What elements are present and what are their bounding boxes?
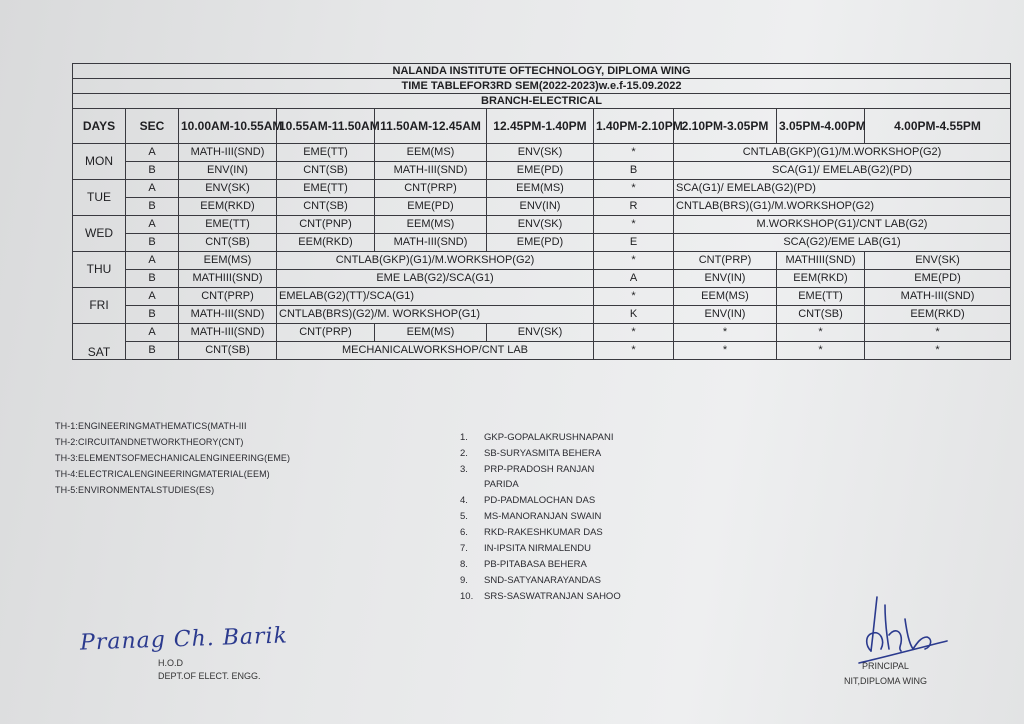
table-cell: EEM(MS) [375,144,487,162]
table-row [73,144,1011,162]
table-cell: EME LAB(G2)/SCA(G1) [277,270,594,288]
table-cell: CNT(PRP) [179,288,277,306]
table-row [73,162,1011,180]
table-cell: EEM(RKD) [777,270,865,288]
timetable [72,63,1011,360]
table-cell: ENV(IN) [487,198,594,216]
table-cell: EMELAB(G2)(TT)/SCA(G1) [277,288,594,306]
table-cell: ENV(SK) [179,180,277,198]
list-item: 5. MS-MANORANJAN SWAIN [460,511,602,522]
principal-inst: NIT,DIPLOMA WING [844,676,928,686]
sec-cell: A [126,324,179,342]
sec-cell: A [126,216,179,234]
day-cell: SAT [73,324,126,360]
list-item: 8. PB-PITABASA BEHERA [460,559,587,570]
table-cell: EME(PD) [865,270,1011,288]
table-cell: MATH-III(SND) [375,234,487,252]
col-sec: SEC [126,109,179,144]
table-cell: EEM(MS) [375,324,487,342]
branch-title: BRANCH-ELECTRICAL [73,94,1011,109]
hod-dept: DEPT.OF ELECT. ENGG. [158,671,261,681]
table-cell: M.WORKSHOP(G1)/CNT LAB(G2) [674,216,1011,234]
table-cell: EEM(MS) [375,216,487,234]
table-row [73,216,1011,234]
list-item: 10. SRS-SASWATRANJAN SAHOO [460,591,621,602]
table-cell: ENV(IN) [674,306,777,324]
sec-cell: A [126,252,179,270]
table-row [73,270,1011,288]
day-cell: THU [73,252,126,288]
table-cell: MATHIII(SND) [179,270,277,288]
sec-cell: B [126,198,179,216]
list-item: 2. SB-SURYASMITA BEHERA [460,448,602,459]
table-cell: CNT(SB) [777,306,865,324]
table-cell: SCA(G1)/ EMELAB(G2)(PD) [674,180,1011,198]
table-cell: EEM(MS) [674,288,777,306]
table-cell: CNTLAB(BRS)(G1)/M.WORKSHOP(G2) [674,198,1011,216]
table-cell: CNTLAB(GKP)(G1)/M.WORKSHOP(G2) [277,252,594,270]
sec-cell: A [126,180,179,198]
sec-cell: B [126,234,179,252]
table-cell: CNT(SB) [179,234,277,252]
table-cell: E [594,234,674,252]
col-slot-3: 11.50AM-12.45AM [375,109,487,144]
table-cell: * [594,342,674,360]
table-cell: EME(PD) [375,198,487,216]
table-cell: CNT(SB) [179,342,277,360]
table-cell: SCA(G1)/ EMELAB(G2)(PD) [674,162,1011,180]
table-cell: * [674,342,777,360]
table-cell: MATH-III(SND) [179,306,277,324]
subject-item: TH-4:ELECTRICALENGINEERINGMATERIAL(EEM) [55,469,270,479]
col-slot-5: 1.40PM-2.10PM [594,109,674,144]
table-cell: EEM(RKD) [865,306,1011,324]
subject-legend [55,418,290,498]
col-slot-4: 12.45PM-1.40PM [487,109,594,144]
institute-title: NALANDA INSTITUTE OFTECHNOLOGY, DIPLOMA WING [73,64,1011,79]
table-cell: EME(TT) [277,144,375,162]
table-cell: EME(TT) [179,216,277,234]
table-cell: K [594,306,674,324]
table-cell: MECHANICALWORKSHOP/CNT LAB [277,342,594,360]
table-cell: * [594,216,674,234]
table-cell: SCA(G2)/EME LAB(G1) [674,234,1011,252]
table-cell: ENV(SK) [487,324,594,342]
column-header-row [73,109,1011,144]
table-cell: * [594,288,674,306]
table-row [73,324,1011,342]
sec-cell: B [126,162,179,180]
sec-cell: B [126,306,179,324]
principal-signature [855,585,950,670]
table-cell: CNTLAB(BRS)(G2)/M. WORKSHOP(G1) [277,306,594,324]
table-cell: MATH-III(SND) [375,162,487,180]
subject-item: TH-2:CIRCUITANDNETWORKTHEORY(CNT) [55,437,244,447]
table-cell: EME(TT) [277,180,375,198]
table-cell: CNT(PRP) [277,324,375,342]
sec-cell: B [126,270,179,288]
table-cell: * [865,342,1011,360]
table-cell: ENV(SK) [487,144,594,162]
day-cell: WED [73,216,126,252]
table-cell: MATH-III(SND) [865,288,1011,306]
table-cell: EME(PD) [487,162,594,180]
table-cell: R [594,198,674,216]
table-cell: MATH-III(SND) [179,144,277,162]
table-cell: CNT(PRP) [674,252,777,270]
timetable-title: TIME TABLEFOR3RD SEM(2022-2023)w.e.f-15.09.2022 [73,79,1011,94]
table-row [73,234,1011,252]
hod-title: H.O.D [158,658,184,668]
list-item: 9. SND-SATYANARAYANDAS [460,575,602,586]
subject-item: TH-5:ENVIRONMENTALSTUDIES(ES) [55,485,215,495]
list-item: 3. PRP-PRADOSH RANJAN PARIDA [460,464,595,490]
list-item: 6. RKD-RAKESHKUMAR DAS [460,527,603,538]
table-cell: EME(TT) [777,288,865,306]
subject-item: TH-3:ELEMENTSOFMECHANICALENGINEERING(EME) [55,453,291,463]
table-cell: EME(PD) [487,234,594,252]
table-cell: CNT(SB) [277,198,375,216]
col-slot-7: 3.05PM-4.00PM [777,109,865,144]
table-cell: * [674,324,777,342]
table-cell: CNT(SB) [277,162,375,180]
table-cell: B [594,162,674,180]
principal-title: PRINCIPAL [862,661,909,671]
table-row [73,342,1011,360]
col-slot-8: 4.00PM-4.55PM [865,109,1011,144]
col-slot-1: 10.00AM-10.55AM [179,109,277,144]
table-cell: EEM(MS) [487,180,594,198]
day-cell: TUE [73,180,126,216]
table-cell: * [865,324,1011,342]
table-row [73,306,1011,324]
table-cell: EEM(RKD) [179,198,277,216]
table-cell: * [594,252,674,270]
table-cell: MATHIII(SND) [777,252,865,270]
table-row [73,252,1011,270]
table-cell: * [594,324,674,342]
table-row [73,288,1011,306]
table-cell: * [777,342,865,360]
table-cell: * [594,180,674,198]
table-cell: ENV(IN) [674,270,777,288]
table-cell: CNT(PNP) [277,216,375,234]
subject-item: TH-1:ENGINEERINGMATHEMATICS(MATH-III [55,421,247,431]
table-cell: MATH-III(SND) [179,324,277,342]
col-days: DAYS [73,109,126,144]
table-cell: EEM(MS) [179,252,277,270]
table-cell: * [594,144,674,162]
table-row [73,198,1011,216]
sec-cell: A [126,144,179,162]
table-cell: EEM(RKD) [277,234,375,252]
faculty-list [456,430,656,605]
table-cell: CNT(PRP) [375,180,487,198]
list-item: 7. IN-IPSITA NIRMALENDU [460,543,591,554]
table-cell: A [594,270,674,288]
sec-cell: B [126,342,179,360]
table-cell: CNTLAB(GKP)(G1)/M.WORKSHOP(G2) [674,144,1011,162]
hod-signature: Pranag Ch. Barik [79,623,289,656]
table-row [73,180,1011,198]
day-cell: FRI [73,288,126,324]
col-slot-2: 10.55AM-11.50AM [277,109,375,144]
table-cell: ENV(SK) [487,216,594,234]
table-cell: * [777,324,865,342]
day-cell: MON [73,144,126,180]
sec-cell: A [126,288,179,306]
table-cell: ENV(SK) [865,252,1011,270]
col-slot-6: 2.10PM-3.05PM [674,109,777,144]
list-item: 4. PD-PADMALOCHAN DAS [460,495,596,506]
table-cell: ENV(IN) [179,162,277,180]
list-item: 1. GKP-GOPALAKRUSHNAPANI [460,432,614,443]
